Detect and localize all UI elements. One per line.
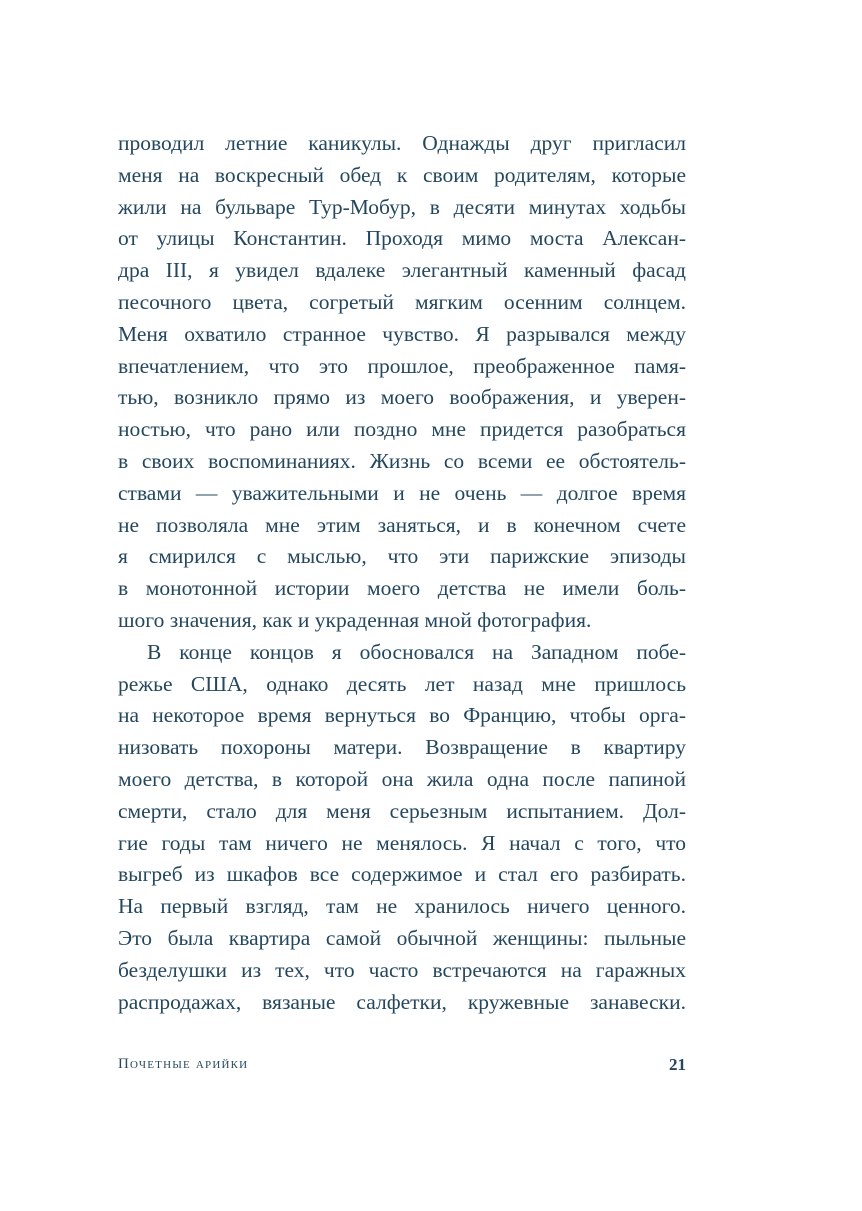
text-line: в своих воспоминаниях. Жизнь со всеми ее обстоятель- — [118, 448, 686, 473]
text-line: На первый взгляд, там не хранилось ничего ценного. — [118, 894, 686, 919]
text-line: шого значения, как и украденная мной фотография. — [118, 607, 592, 632]
text-line: меня на воскресный обед к своим родителям, которые — [118, 162, 686, 187]
text-line: смерти, стало для меня серьезным испытанием. Дол- — [118, 798, 686, 823]
running-title: Почетные арийки — [118, 1056, 249, 1072]
text-line: низовать похороны матери. Возвращение в квартиру — [118, 735, 686, 760]
text-line: на некоторое время вернуться во Францию, чтобы орга- — [118, 703, 686, 728]
text-line: в монотонной истории моего детства не имели боль- — [118, 576, 686, 601]
text-line: гие годы там ничего не менялось. Я начал с того, что — [118, 830, 686, 855]
paragraph — [118, 637, 686, 1019]
text-line: моего детства, в которой она жила одна после папиной — [118, 766, 686, 791]
text-line: ствами — уважительными и не очень — долгое время — [118, 480, 686, 505]
text-line: не позволяла мне этим заняться, и в конечном счете — [118, 512, 686, 537]
text-line: от улицы Константин. Проходя мимо моста Алексан- — [118, 226, 686, 251]
text-line: дра III, я увидел вдалеке элегантный каменный фасад — [118, 258, 686, 283]
text-line: Меня охватило странное чувство. Я разрывался между — [118, 321, 686, 346]
text-line: безделушки из тех, что часто встречаются на гаражных — [118, 957, 686, 982]
page-number: 21 — [669, 1055, 686, 1074]
paragraph — [118, 128, 686, 637]
text-line: я смирился с мыслью, что эти парижские эпизоды — [118, 544, 686, 569]
text-line: проводил летние каникулы. Однажды друг пригласил — [118, 131, 686, 155]
text-line: жили на бульваре Тур-Мобур, в десяти минутах ходьбы — [118, 194, 686, 219]
body-text — [118, 128, 686, 1018]
text-line: впечатлением, что это прошлое, преображенное памя- — [118, 353, 686, 378]
text-line: режье США, однако десять лет назад мне пришлось — [118, 671, 686, 696]
text-line: распродажах, вязаные салфетки, кружевные занавески. — [118, 989, 686, 1014]
text-line: песочного цвета, согретый мягким осенним солнцем. — [118, 289, 686, 314]
text-line: В конце концов я обосновался на Западном побе- — [147, 639, 686, 664]
text-line: выгреб из шкафов все содержимое и стал его разбирать. — [118, 862, 686, 887]
text-line: тью, возникло прямо из моего воображения, и уверен- — [118, 385, 686, 410]
text-line: ностью, что рано или поздно мне придется разобраться — [118, 417, 686, 442]
text-line: Это была квартира самой обычной женщины: пыльные — [118, 925, 686, 950]
